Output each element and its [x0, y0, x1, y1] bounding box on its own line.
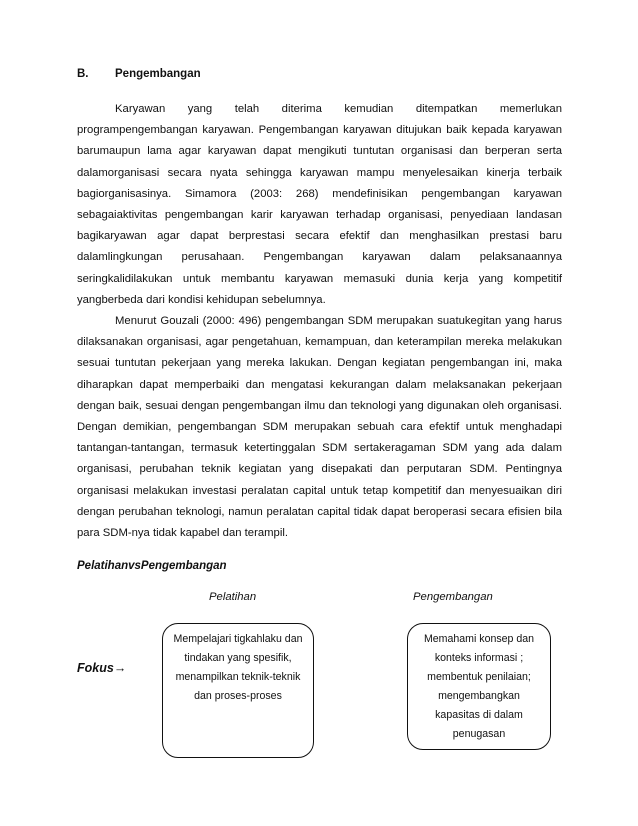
- row-label-fokus: [77, 661, 126, 675]
- body-text: [77, 99, 562, 544]
- column-header-pengembangan: Pengembangan: [413, 591, 493, 603]
- right-arrow-icon: →: [113, 661, 127, 675]
- pelatihan-box: Mempelajari tigkahlaku dan tindakan yang spesifik, menampilkan teknik-teknik dan proses-proses: [162, 623, 314, 758]
- pengembangan-box: Memahami konsep dan konteks informasi ; membentuk penilaian; mengembangkan kapasitas di dalam penugasan: [407, 623, 551, 750]
- column-header-pelatihan: Pelatihan: [209, 591, 257, 603]
- paragraph-2: Menurut Gouzali (2000: 496) pengembangan SDM merupakan suatukegitan yang harus dilaksanakan organisasi, agar pengetahuan, kemampuan, dan keterampilan mereka melakukan sesuai tuntutan pekerjaan yang mereka lakukan. Dengan kegiatan pengembangan ini, maka diharapkan dapat memperbaiki dan mengatasi kekurangan dalam melaksanakan pekerjaan dengan baik, sesuai dengan pengembangan ilmu dan teknologi yang digunakan oleh organisasi. Dengan demikian, pengembangan SDM merupakan sebuah cara efektif untuk menghadapi tantangan-tantangan, termasuk ketertinggalan SDM sertakeragaman SDM yang ada dalam organisasi, perubahan teknik kegiatan yang disepakati dan perputaran SDM. Pentingnya organisasi melakukan investasi peralatan capital untuk tetap kompetitif dan menyesuaikan diri dengan perubahan teknologi, namun peralatan capital tidak dapat beroperasi secara efisien bila para SDM-nya tidak kapabel dan terampil.: [77, 315, 562, 540]
- section-heading: [77, 68, 201, 80]
- paragraph-1: Karyawan yang telah diterima kemudian ditempatkan memerlukan programpengembangan karyawan. Pengembangan karyawan ditujukan baik kepada karyawan barumaupun lama agar karyawan dapat mengikuti tuntutan organisasi dan berperan serta dalamorganisasi secara nyata sehingga karyawan mampu menyelesaikan kinerja terbaik bagiorganisasinya. Simamora (2003: 268) mendefinisikan pengembangan karyawan sebagaiaktivitas pengembangan karir karyawan terhadap organisasi, penyediaan landasan bagikaryawan agar dapat berprestasi secara efektif dan menghasilkan prestasi baru dalamlingkungan perusahaan. Pengembangan karyawan dalam pelaksanaannya seringkalidilakukan untuk membantu karyawan memasuki dunia kerja yang kompetitif yangberbeda dari kondisi kehidupan sebelumnya.: [77, 103, 562, 306]
- section-number: B.: [77, 68, 89, 80]
- section-title: Pengembangan: [115, 68, 201, 80]
- fokus-label: Fokus: [77, 661, 114, 675]
- comparison-title: PelatihanvsPengembangan: [77, 560, 227, 572]
